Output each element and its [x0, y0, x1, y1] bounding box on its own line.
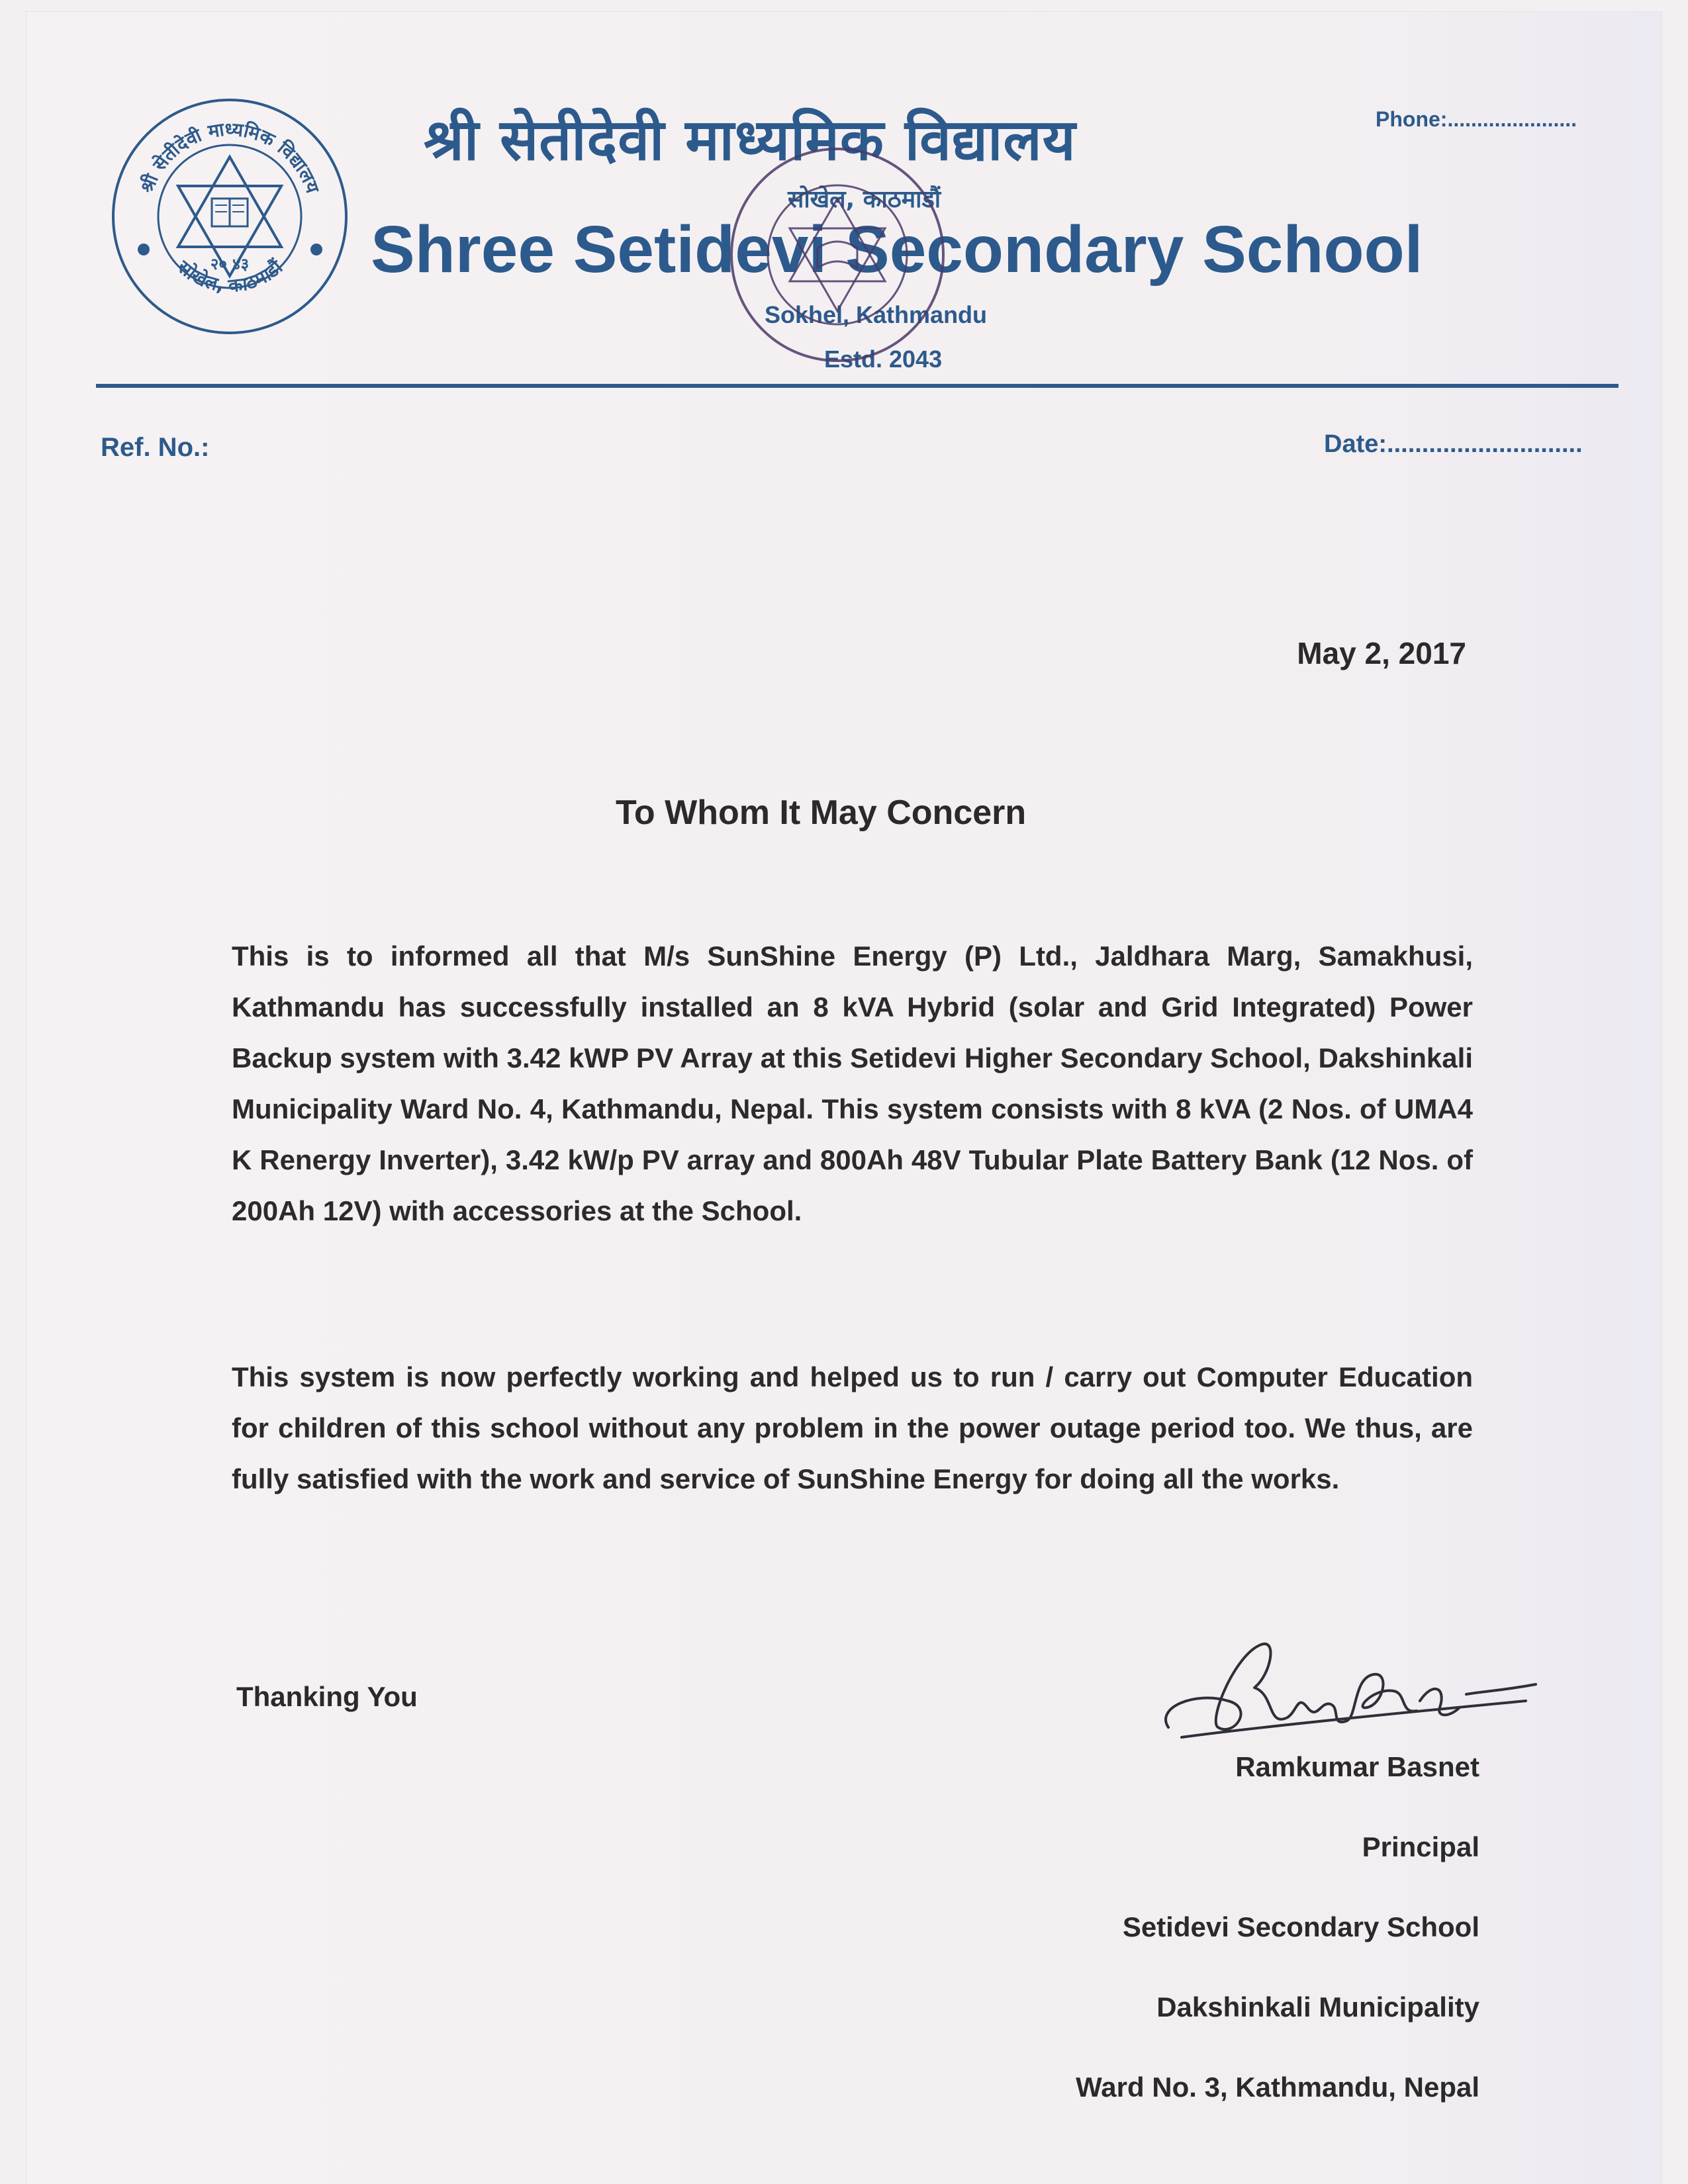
- signatory-block: [1076, 1747, 1479, 2148]
- letter-heading: To Whom It May Concern: [616, 794, 1027, 832]
- body-paragraph-1: This is to informed all that M/s SunShine Energy (P) Ltd., Jaldhara Marg, Samakhusi, Kathmandu has successfully installed an 8 kVA Hybrid (solar and Grid Integrated) Power Backup system with 3.42 kWP PV Array at this Setidevi Higher Secondary School, Dakshinkali Municipality Ward No. 4, Kathmandu, Nepal. This system consists with 8 kVA (2 Nos. of UMA4 K Renergy Inverter), 3.42 kW/p PV array and 800Ah 48V Tubular Plate Battery Bank (12 Nos. of 200Ah 12V) with accessories at the School.: [232, 940, 1473, 1226]
- logo-year: २० ४३: [210, 255, 250, 273]
- body-paragraph-2: This system is now perfectly working and helped us to run / carry out Computer Education for children of this school without any problem in the power outage period too. We thus, are fully satisfied with the work and service of SunShine Energy for doing all the works.: [232, 1361, 1473, 1494]
- ref-number-label: Ref. No.:: [101, 433, 210, 462]
- school-logo: [109, 96, 351, 338]
- date-field-label: Date:............................: [1324, 430, 1583, 458]
- school-stamp: [718, 136, 957, 374]
- letter-date: May 2, 2017: [1297, 636, 1466, 670]
- school-address-nepali: सोखेल, काठमाडौं: [788, 186, 941, 213]
- signatory-municipality: Dakshinkali Municipality: [1156, 1991, 1479, 2023]
- header-rule: [96, 384, 1618, 388]
- signatory-name: Ramkumar Basnet: [1235, 1751, 1479, 1782]
- closing-text: Thanking You: [236, 1681, 418, 1712]
- signatory-ward: Ward No. 3, Kathmandu, Nepal: [1076, 2071, 1479, 2103]
- school-address: Sokhel, Kathmandu: [765, 301, 988, 328]
- signatory-title: Principal: [1362, 1831, 1479, 1862]
- phone-label: Phone:......................: [1376, 107, 1577, 131]
- signatory-school: Setidevi Secondary School: [1122, 1911, 1479, 1942]
- school-name-nepali: श्री सेतीदेवी माध्यमिक विद्यालय: [424, 107, 1076, 173]
- logo-ring-text: श्री सेतीदेवी माध्यमिक विद्यालय: [135, 118, 324, 197]
- established-year: Estd. 2043: [824, 345, 943, 373]
- school-name-english: Shree Setidevi Secondary School: [371, 212, 1423, 287]
- signature: [1155, 1628, 1539, 1754]
- logo-bottom-text: सोखेल, काठमाडौं: [173, 255, 287, 297]
